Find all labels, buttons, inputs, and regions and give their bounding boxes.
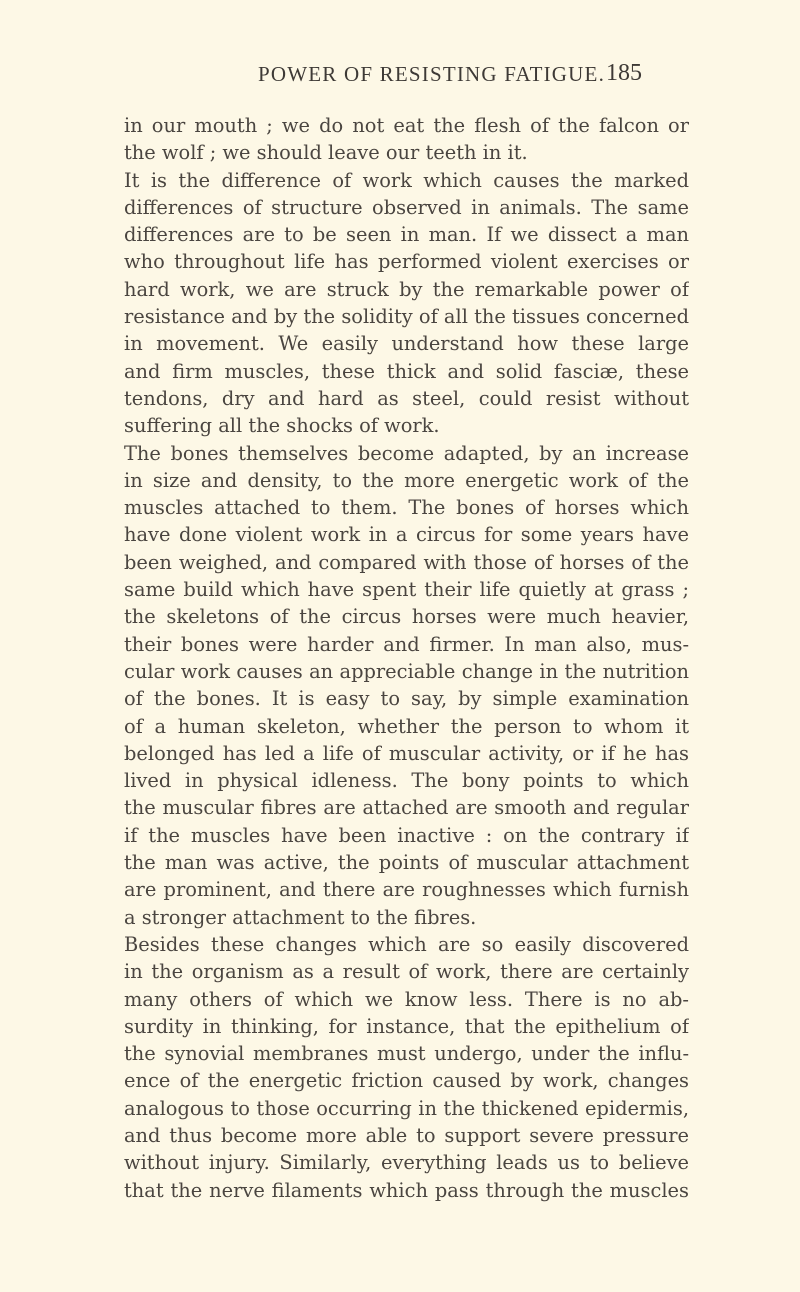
text-line: tendons, dry and hard as steel, could resist without [124,386,689,410]
text-line: hard work, we are struck by the remarkable power of [124,277,689,301]
text-line: without injury. Similarly, everything leads us to believe [124,1151,689,1175]
text-line: a stronger attachment to the fibres. [124,905,477,929]
text-line: belonged has led a life of muscular activity, or if he has [124,741,689,765]
text-line: if the muscles have been inactive : on the contrary if [124,823,689,847]
text-line: the synovial membranes must undergo, under the influ- [124,1042,689,1066]
text-line: in our mouth ; we do not eat the flesh of the falcon or [124,114,689,137]
page-number: 185 [606,60,642,86]
text-line: cular work causes an appreciable change in the nutrition [124,659,689,683]
text-line: their bones were harder and firmer. In man also, mus- [124,632,689,656]
text-line: differences are to be seen in man. If we dissect a man [124,223,689,247]
text-line: are prominent, and there are roughnesses which furnish [124,878,689,902]
text-line: differences of structure observed in animals. The same [124,195,689,219]
text-line: of a human skeleton, whether the person to whom it [124,714,689,738]
text-line: the wolf ; we should leave our teeth in it. [124,141,528,165]
text-line: that the nerve filaments which pass through the muscles [124,1178,689,1202]
text-line: the man was active, the points of muscular attachment [124,851,689,875]
text-line: many others of which we know less. There is no ab- [124,987,689,1011]
text-line: been weighed, and compared with those of horses of the [124,550,689,574]
text-line: same build which have spent their life quietly at grass ; [124,578,689,602]
text-line: Besides these changes which are so easily discovered [124,932,689,956]
text-line: in movement. We easily understand how these large [124,332,689,356]
text-line: and thus become more able to support severe pressure [124,1123,689,1147]
text-line: It is the difference of work which causes the marked [124,168,689,192]
text-line: of the bones. It is easy to say, by simple examination [124,687,689,711]
text-line: and firm muscles, these thick and solid fasciæ, these [124,359,689,383]
text-line: analogous to those occurring in the thickened epidermis, [124,1096,689,1120]
text-line: in size and density, to the more energetic work of the [124,468,689,492]
running-title: POWER OF RESISTING FATIGUE. [258,62,606,86]
text-line: The bones themselves become adapted, by an increase [124,441,689,465]
text-line: the skeletons of the circus horses were much heavier, [124,605,689,629]
text-line: have done violent work in a circus for some years have [124,523,689,547]
text-line: surdity in thinking, for instance, that the epithelium of [124,1014,689,1038]
body-text [124,112,689,1204]
text-line: suffering all the shocks of work. [124,414,440,438]
text-line: lived in physical idleness. The bony points to which [124,769,689,793]
running-header [258,62,642,94]
text-line: who throughout life has performed violent exercises or [124,250,689,274]
text-line: muscles attached to them. The bones of horses which [124,496,689,520]
text-line: ence of the energetic friction caused by work, changes [124,1069,689,1093]
text-line: the muscular fibres are attached are smooth and regular [124,796,689,820]
text-line: resistance and by the solidity of all the tissues concerned [124,305,689,329]
text-line: in the organism as a result of work, there are certainly [124,960,689,984]
